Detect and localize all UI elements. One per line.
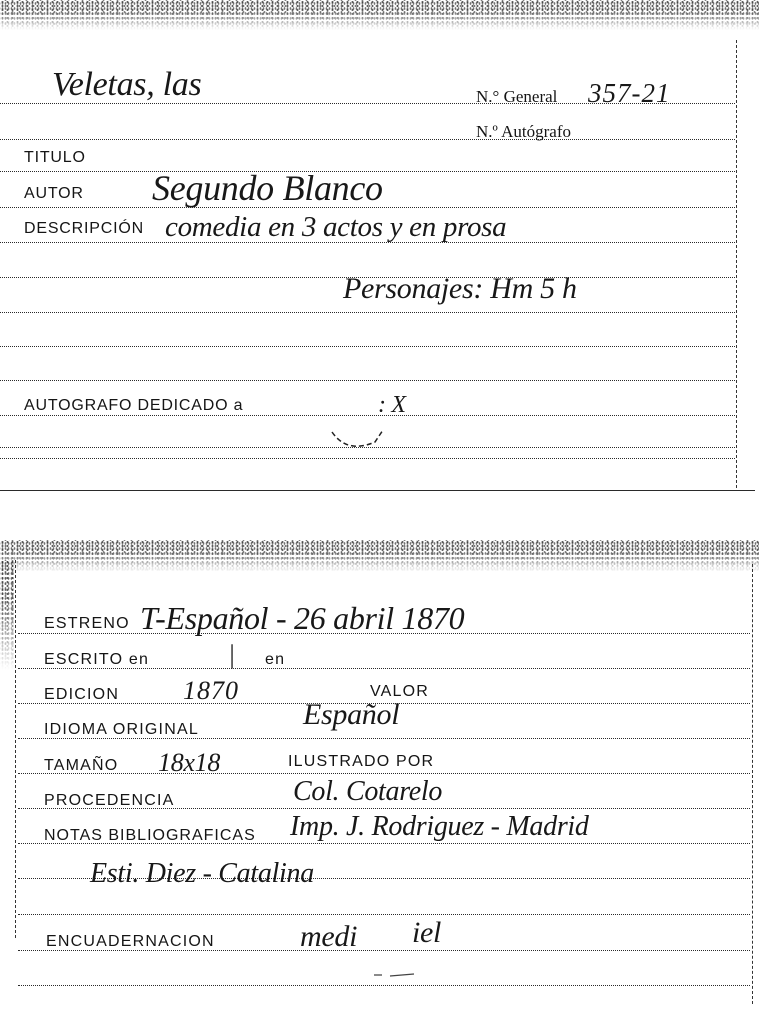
card-right-border — [752, 564, 753, 1004]
work-title-handwritten: Veletas, las — [52, 66, 202, 103]
titulo-label: TITULO — [24, 149, 86, 166]
escrito-en-label: en — [265, 651, 286, 668]
pen-dash-mark — [370, 970, 420, 980]
edicion-value: 1870 — [183, 676, 239, 705]
estreno-value: T-Español - 26 abril 1870 — [140, 600, 465, 636]
encuadernacion-value-part1: medi — [300, 920, 358, 953]
card-bottom-edge — [0, 490, 755, 491]
pen-scribble-mark — [325, 420, 395, 460]
card-front — [0, 0, 759, 492]
ruled-line — [18, 985, 750, 986]
scan-noise-edge — [0, 560, 14, 670]
ruled-line — [0, 346, 735, 347]
ruled-line — [18, 950, 750, 951]
general-number-value: 357-21 — [588, 78, 671, 108]
card-back — [0, 530, 759, 1028]
autor-value: Segundo Blanco — [152, 168, 383, 208]
ilustrado-label: ILUSTRADO POR — [288, 753, 435, 770]
valor-label: VALOR — [370, 683, 430, 700]
ruled-line — [18, 668, 750, 669]
procedencia-label: PROCEDENCIA — [44, 792, 175, 809]
autografo-number-label: N.º Autógrafo — [476, 122, 571, 141]
tamano-label: TAMAÑO — [44, 757, 119, 774]
ruled-line — [0, 312, 735, 313]
escrito-value: | — [228, 640, 235, 669]
ruled-line — [18, 773, 750, 774]
personajes-value: Personajes: Hm 5 h — [343, 272, 577, 305]
scan-noise-band — [0, 0, 759, 30]
ruled-line — [0, 380, 735, 381]
scan-noise-band — [0, 540, 759, 572]
escrito-label: ESCRITO en — [44, 651, 150, 668]
notas-label: NOTAS BIBLIOGRAFICAS — [44, 827, 256, 844]
encuadernacion-label: ENCUADERNACION — [46, 933, 215, 950]
estreno-label: ESTRENO — [44, 615, 130, 632]
edicion-label: EDICION — [44, 686, 120, 703]
notas-value-line1: Imp. J. Rodriguez - Madrid — [290, 811, 589, 842]
ruled-line — [18, 914, 750, 915]
idioma-label: IDIOMA ORIGINAL — [44, 721, 199, 738]
idioma-value: Español — [303, 698, 400, 731]
card-left-border — [15, 560, 16, 938]
descripcion-label: DESCRIPCIÓN — [24, 220, 144, 237]
notas-value-line2: Esti. Diez - Catalina — [90, 858, 314, 889]
autografo-dedicado-label: AUTOGRAFO DEDICADO a — [24, 397, 244, 414]
autor-label: AUTOR — [24, 185, 84, 202]
dedicado-value: : X — [378, 392, 406, 418]
ruled-line — [18, 738, 750, 739]
descripcion-value: comedia en 3 actos y en prosa — [165, 211, 507, 243]
tamano-value: 18x18 — [158, 748, 221, 777]
encuadernacion-value-part2: iel — [412, 916, 442, 949]
ruled-line — [0, 415, 735, 416]
ruled-line — [0, 139, 735, 140]
general-number-label: N.° General — [476, 87, 558, 106]
procedencia-value: Col. Cotarelo — [293, 776, 443, 807]
card-right-border — [736, 40, 737, 488]
